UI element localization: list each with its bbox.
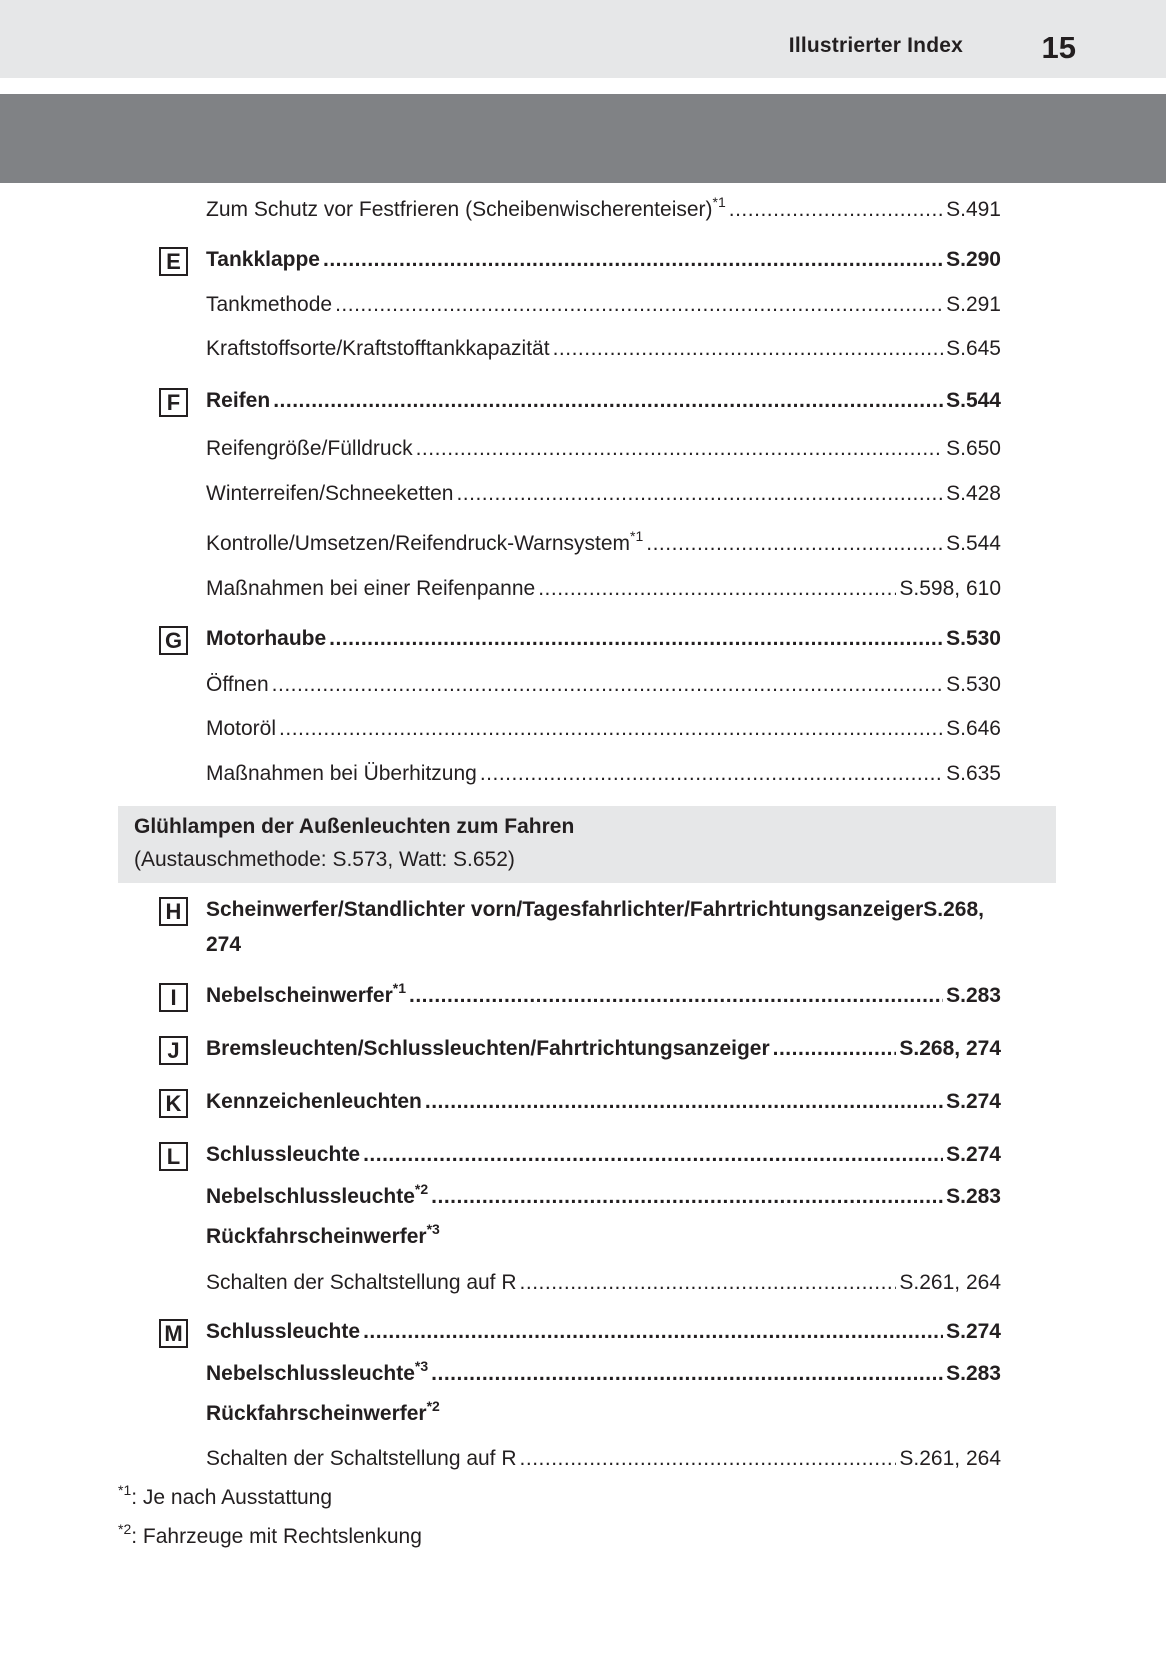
entry-page: S.261, 264 — [899, 1447, 1001, 1470]
entry-page: S.645 — [946, 337, 1001, 360]
callout-letter-l: L — [159, 1142, 188, 1171]
index-entry-defroster[interactable] — [206, 194, 1001, 223]
index-entry-tire-pressure[interactable] — [206, 528, 1001, 557]
index-entry-fuel-type[interactable] — [206, 336, 1001, 362]
index-entry-headlights[interactable] — [206, 897, 984, 923]
leader-dots — [431, 1361, 943, 1387]
entry-label: Nebelschlussleuchte$^{*2}$ — [206, 1181, 429, 1208]
leader-dots — [425, 1089, 943, 1115]
index-entry-hood[interactable] — [206, 626, 1001, 652]
entry-page: S.274 — [946, 1090, 1001, 1113]
entry-label: Winterreifen/Schneeketten — [206, 482, 454, 505]
index-entry-tire-size[interactable] — [206, 436, 1001, 462]
entry-page: S.274 — [946, 1143, 1001, 1166]
header-band — [0, 0, 1166, 78]
entry-page: S.635 — [946, 762, 1001, 785]
section-title: Glühlampen der Außenleuchten zum Fahren — [134, 815, 575, 838]
entry-label: Schalten der Schaltstellung auf R — [206, 1447, 517, 1470]
index-entry-tail-light-m[interactable] — [206, 1319, 1001, 1345]
page-number: 15 — [1041, 30, 1076, 65]
section-subtitle: (Austauschmethode: S.573, Watt: S.652) — [134, 848, 515, 871]
leader-dots — [363, 1319, 943, 1345]
index-entry-tires[interactable] — [206, 388, 1001, 414]
index-entry-shift-to-r-m[interactable] — [206, 1446, 1001, 1472]
leader-dots — [646, 531, 943, 557]
entry-page: S.290 — [946, 248, 1001, 271]
index-entry-overheating[interactable] — [206, 761, 1001, 787]
entry-page: S.261, 264 — [899, 1271, 1001, 1294]
entry-label: Schalten der Schaltstellung auf R — [206, 1271, 517, 1294]
entry-label: Schlussleuchte — [206, 1320, 361, 1343]
leader-dots — [272, 672, 943, 698]
leader-dots — [538, 576, 896, 602]
entry-label: Bremsleuchten/Schlussleuchten/Fahrtrichtungsanzeiger — [206, 1037, 770, 1060]
entry-label: Zum Schutz vor Festfrieren (Scheibenwischerenteiser)$^{*1}$ — [206, 194, 726, 221]
entry-label: Kennzeichenleuchten — [206, 1090, 422, 1113]
leader-dots — [431, 1184, 943, 1210]
index-entry-fuel-door[interactable] — [206, 247, 1001, 273]
entry-page: S.428 — [946, 482, 1001, 505]
callout-letter-k: K — [159, 1089, 188, 1118]
leader-dots — [520, 1446, 897, 1472]
index-entry-license-lights[interactable] — [206, 1089, 1001, 1115]
entry-page: S.274 — [946, 1320, 1001, 1343]
entry-label: Tankklappe — [206, 248, 320, 271]
index-heading-reverse-light-m: Rückfahrscheinwerfer$^{*2}$ — [206, 1398, 440, 1425]
entry-page: S.544 — [946, 389, 1001, 412]
entry-label: Scheinwerfer/Standlichter vorn/Tagesfahrlichter/Fahrtrichtungsanzeiger — [206, 898, 924, 921]
leader-dots — [363, 1142, 943, 1168]
callout-letter-m: M — [159, 1319, 188, 1348]
entry-label: Tankmethode — [206, 293, 333, 316]
leader-dots — [329, 626, 943, 652]
entry-page: S.283 — [946, 1362, 1001, 1385]
callout-letter-j: J — [159, 1036, 188, 1065]
entry-page: S.598, 610 — [899, 577, 1001, 600]
leader-dots — [553, 336, 944, 362]
entry-page: S.283 — [946, 1185, 1001, 1208]
index-entry-winter-tires[interactable] — [206, 481, 1001, 507]
page-title: Illustrierter Index — [788, 34, 963, 57]
callout-letter-e: E — [159, 247, 188, 276]
entry-label: Reifen — [206, 389, 271, 412]
callout-letter-i: I — [159, 983, 188, 1012]
entry-page: S.268, — [923, 898, 984, 921]
leader-dots — [323, 247, 943, 273]
callout-letter-f: F — [159, 388, 188, 417]
leader-dots — [729, 197, 943, 223]
entry-page: S.283 — [946, 984, 1001, 1007]
index-entry-tail-light[interactable] — [206, 1142, 1001, 1168]
leader-dots — [279, 716, 943, 742]
entry-label: Motoröl — [206, 717, 277, 740]
leader-dots — [409, 983, 943, 1009]
illustration-band — [0, 94, 1166, 183]
entry-page: S.544 — [946, 532, 1001, 555]
leader-dots — [480, 761, 943, 787]
entry-label: Reifengröße/Fülldruck — [206, 437, 413, 460]
index-heading-reverse-light: Rückfahrscheinwerfer$^{*3}$ — [206, 1221, 440, 1248]
entry-page: S.291 — [946, 293, 1001, 316]
entry-page: S.268, 274 — [899, 1037, 1001, 1060]
leader-dots — [773, 1036, 897, 1062]
entry-label: Öffnen — [206, 673, 269, 696]
leader-dots — [335, 292, 943, 318]
index-entry-opening[interactable] — [206, 672, 1001, 698]
index-entry-refuel-method[interactable] — [206, 292, 1001, 318]
index-entry-fog-lights[interactable] — [206, 980, 1001, 1009]
entry-page: S.530 — [946, 627, 1001, 650]
index-entry-rear-fog-light-m[interactable] — [206, 1358, 1001, 1387]
callout-letter-h: H — [159, 897, 188, 926]
entry-label: Nebelscheinwerfer$^{*1}$ — [206, 980, 406, 1007]
entry-label: Schlussleuchte — [206, 1143, 361, 1166]
entry-page: S.530 — [946, 673, 1001, 696]
entry-label: Kontrolle/Umsetzen/Reifendruck-Warnsystem$^{*1}$ — [206, 528, 644, 555]
entry-label: Maßnahmen bei Überhitzung — [206, 762, 477, 785]
entry-page: S.646 — [946, 717, 1001, 740]
index-entry-shift-to-r[interactable] — [206, 1270, 1001, 1296]
index-entry-engine-oil[interactable] — [206, 716, 1001, 742]
entry-page: S.491 — [946, 198, 1001, 221]
leader-dots — [273, 388, 943, 414]
entry-page-continued: 274 — [206, 933, 242, 956]
footnote-2: $^{*2}$: Fahrzeuge mit Rechtslenkung — [118, 1521, 422, 1548]
entry-label: Motorhaube — [206, 627, 327, 650]
index-entry-brake-lights[interactable] — [206, 1036, 1001, 1062]
index-entry-flat-tire[interactable] — [206, 576, 1001, 602]
entry-label: Nebelschlussleuchte$^{*3}$ — [206, 1358, 429, 1385]
leader-dots — [416, 436, 944, 462]
section-header — [118, 806, 1056, 883]
leader-dots — [520, 1270, 897, 1296]
entry-page: S.650 — [946, 437, 1001, 460]
leader-dots — [456, 481, 943, 507]
entry-label: Maßnahmen bei einer Reifenpanne — [206, 577, 536, 600]
footnote-1: $^{*1}$: Je nach Ausstattung — [118, 1482, 333, 1509]
index-entry-rear-fog-light[interactable] — [206, 1181, 1001, 1210]
callout-letter-g: G — [159, 626, 188, 655]
entry-label: Kraftstoffsorte/Kraftstofftankkapazität — [206, 337, 550, 360]
